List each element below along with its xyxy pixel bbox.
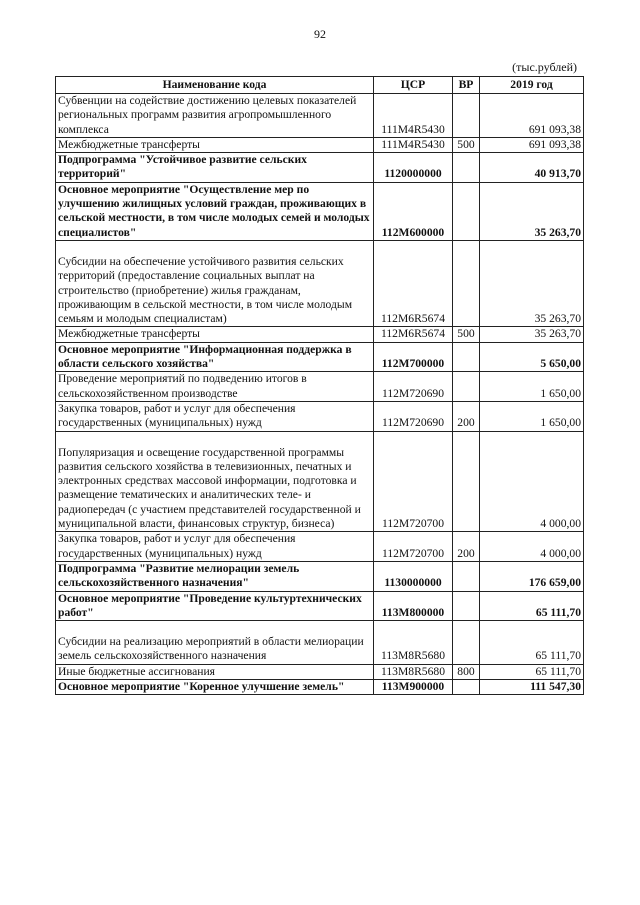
row-name-cell <box>56 240 374 326</box>
row-csr: 1120000000 <box>374 153 453 183</box>
row-name-cell <box>56 664 374 679</box>
row-name-cell <box>56 372 374 402</box>
row-name-cell <box>56 137 374 152</box>
row-name: Субсидии на реализацию мероприятий в области мелиорации земель сельскохозяйственного назначения <box>58 635 364 663</box>
row-name-cell <box>56 327 374 342</box>
row-name: Основное мероприятие "Коренное улучшение земель" <box>58 679 345 693</box>
row-name: Подпрограмма "Устойчивое развитие сельских территорий" <box>58 153 307 181</box>
row-name-cell <box>56 561 374 591</box>
row-name: Закупка товаров, работ и услуг для обеспечения государственных (муниципальных) нужд <box>58 532 296 560</box>
table-body <box>56 94 584 695</box>
row-name-cell <box>56 532 374 562</box>
row-csr: 1130000000 <box>374 561 453 591</box>
row-vr <box>453 153 480 183</box>
row-csr: 112M720690 <box>374 401 453 431</box>
row-vr <box>453 372 480 402</box>
row-name-cell <box>56 431 374 532</box>
row-name-cell <box>56 679 374 694</box>
row-sum: 111 547,30 <box>480 679 584 694</box>
row-name: Закупка товаров, работ и услуг для обеспечения государственных (муниципальных) нужд <box>58 401 296 430</box>
table-row <box>56 327 584 342</box>
table-row <box>56 182 584 240</box>
cell-spacer <box>58 241 371 255</box>
row-vr: 800 <box>453 664 480 679</box>
header-name: Наименование кода <box>56 77 374 94</box>
table-row <box>56 372 584 402</box>
row-vr: 200 <box>453 532 480 562</box>
row-sum: 691 093,38 <box>480 137 584 152</box>
row-vr <box>453 94 480 138</box>
row-vr: 500 <box>453 327 480 342</box>
budget-table <box>55 76 584 695</box>
row-name-cell <box>56 621 374 665</box>
row-name: Субвенции на содействие достижению целевых показателей региональных программ развития агропромышленного комплекса <box>58 94 357 136</box>
row-name: Подпрограмма "Развитие мелиорации земель сельскохозяйственного назначения" <box>58 561 300 590</box>
row-sum: 35 263,70 <box>480 240 584 326</box>
row-csr: 112M6R5674 <box>374 327 453 342</box>
row-sum: 65 111,70 <box>480 621 584 665</box>
table-header-row <box>56 77 584 94</box>
row-sum: 691 093,38 <box>480 94 584 138</box>
row-sum: 65 111,70 <box>480 664 584 679</box>
table-row <box>56 664 584 679</box>
table-row <box>56 532 584 562</box>
row-csr: 112M720700 <box>374 532 453 562</box>
row-sum: 5 650,00 <box>480 342 584 372</box>
row-name: Межбюджетные трансферты <box>58 327 200 341</box>
row-csr: 113M8R5680 <box>374 664 453 679</box>
row-vr <box>453 679 480 694</box>
table-row <box>56 431 584 532</box>
table-row <box>56 153 584 183</box>
row-csr: 112M6R5674 <box>374 240 453 326</box>
row-name: Межбюджетные трансферты <box>58 137 200 151</box>
page-number: 92 <box>314 27 326 41</box>
row-csr: 112M720700 <box>374 431 453 532</box>
row-name-cell <box>56 94 374 138</box>
row-csr: 113M800000 <box>374 591 453 621</box>
row-name: Проведение мероприятий по подведению итогов в сельскохозяйственном производстве <box>58 372 307 400</box>
row-vr: 500 <box>453 137 480 152</box>
row-sum: 4 000,00 <box>480 532 584 562</box>
row-name-cell <box>56 401 374 431</box>
row-sum: 176 659,00 <box>480 561 584 591</box>
row-name: Популяризация и освещение государственной программы развития сельского хозяйства в телевизионных, печатных и электронных средствах массовой информации, подготовка и размещение тематических и аналитических теле- и радиопередач (с участием представителей государственной и муниципальной власти, финансовых структур, бизнеса) <box>58 445 361 531</box>
table-row <box>56 94 584 138</box>
row-csr: 112M720690 <box>374 372 453 402</box>
table-row <box>56 679 584 694</box>
header-vr: ВР <box>453 77 480 94</box>
row-sum: 35 263,70 <box>480 327 584 342</box>
row-csr: 113M900000 <box>374 679 453 694</box>
row-csr: 111M4R5430 <box>374 137 453 152</box>
table-row <box>56 342 584 372</box>
row-vr <box>453 240 480 326</box>
row-sum: 65 111,70 <box>480 591 584 621</box>
header-sum: 2019 год <box>480 77 584 94</box>
row-name-cell <box>56 591 374 621</box>
row-name: Иные бюджетные ассигнования <box>58 664 215 678</box>
row-sum: 40 913,70 <box>480 153 584 183</box>
cell-spacer <box>58 621 371 635</box>
unit-note: (тыс.рублей) <box>512 60 577 74</box>
row-vr <box>453 561 480 591</box>
table-row <box>56 591 584 621</box>
row-sum: 4 000,00 <box>480 431 584 532</box>
row-name: Основное мероприятие "Осуществление мер по улучшению жилищных условий граждан, проживающих в сельской местности, в том числе молодых семей и молодых специалистов" <box>58 182 370 239</box>
row-name: Субсидии на обеспечение устойчивого развития сельских территорий (предоставление социальных выплат на строительство (приобретение) жилья гражданам, проживающим в сельской местности, в том числе молодым семьям и молодым специалистам) <box>58 254 353 326</box>
cell-spacer <box>58 432 371 446</box>
row-vr: 200 <box>453 401 480 431</box>
table-row <box>56 621 584 665</box>
row-name: Основное мероприятие "Информационная поддержка в области сельского хозяйства" <box>58 342 352 371</box>
row-vr <box>453 342 480 372</box>
row-csr: 111M4R5430 <box>374 94 453 138</box>
row-sum: 35 263,70 <box>480 182 584 240</box>
table-row <box>56 137 584 152</box>
row-vr <box>453 621 480 665</box>
row-name-cell <box>56 342 374 372</box>
row-csr: 112M700000 <box>374 342 453 372</box>
row-vr <box>453 182 480 240</box>
row-name-cell <box>56 153 374 183</box>
row-csr: 113M8R5680 <box>374 621 453 665</box>
row-sum: 1 650,00 <box>480 401 584 431</box>
row-csr: 112M600000 <box>374 182 453 240</box>
row-vr <box>453 591 480 621</box>
table-row <box>56 561 584 591</box>
row-sum: 1 650,00 <box>480 372 584 402</box>
row-vr <box>453 431 480 532</box>
table-row <box>56 401 584 431</box>
row-name: Основное мероприятие "Проведение культуртехнических работ" <box>58 591 362 619</box>
header-csr: ЦСР <box>374 77 453 94</box>
row-name-cell <box>56 182 374 240</box>
table-row <box>56 240 584 326</box>
